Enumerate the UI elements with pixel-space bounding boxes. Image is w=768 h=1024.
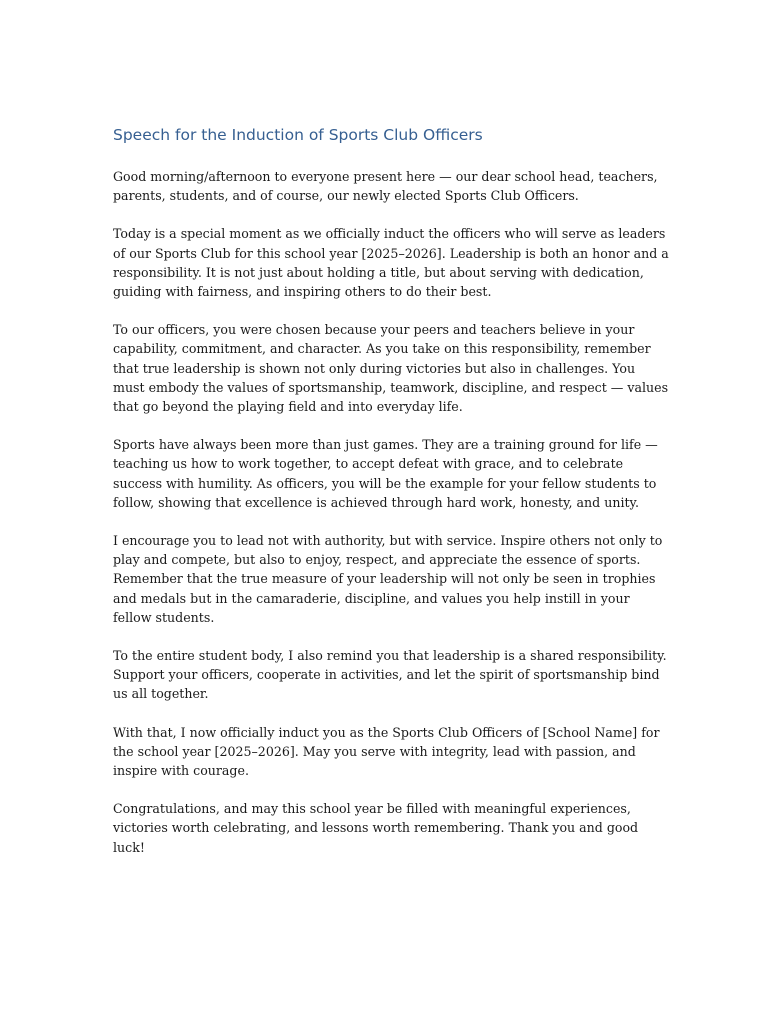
paragraph-special-moment: Today is a special moment as we officially induct the officers who will serve as leaders of our Sports Club for this school year [2025–2026]. Leadership is both an honor and a responsibility. It is not just about holding a title, but about serving with dedication, guiding with fairness, and inspiring others to do their best. [113,226,669,300]
paragraph-greeting: Good morning/afternoon to everyone present here — our dear school head, teachers, parents, students, and of course, our newly elected Sports Club Officers. [113,169,658,204]
paragraph-induction: With that, I now officially induct you as the Sports Club Officers of [School Name] for the school year [2025–2026]. May you serve with integrity, lead with passion, and inspire with courage. [113,724,660,779]
paragraph-to-officers: To our officers, you were chosen because your peers and teachers believe in your capability, commitment, and character. As you take on this responsibility, remember that true leadership is shown not only during victories but also in challenges. You must embody the values of sportsmanship, teamwork, discipline, and respect — values that go beyond the playing field and into everyday life. [113,322,669,415]
document-body [113,167,669,876]
paragraph-lead-with-service: I encourage you to lead not with authority, but with service. Inspire others not only to play and compete, but also to enjoy, respect, and appreciate the essence of sports. Remember that the true measure of your leadership will not only be seen in trophies and medals but in the camaraderie, discipline, and values you help instill in your fellow students. [113,533,663,625]
paragraph-student-body: To the entire student body, I also remind you that leadership is a shared responsibility. Support your officers, cooperate in activities, and let the spirit of sportsmanship bind us all together. [113,648,667,702]
paragraph-closing: Congratulations, and may this school year be filled with meaningful experiences, victories worth celebrating, and lessons worth remembering. Thank you and good luck! [113,801,639,855]
document-title: Speech for the Induction of Sports Club Officers [113,126,483,144]
paragraph-sports-life: Sports have always been more than just games. They are a training ground for life — teaching us how to work together, to accept defeat with grace, and to celebrate success with humility. As officers, you will be the example for your fellow students to follow, showing that excellence is achieved through hard work, honesty, and unity. [113,437,658,510]
